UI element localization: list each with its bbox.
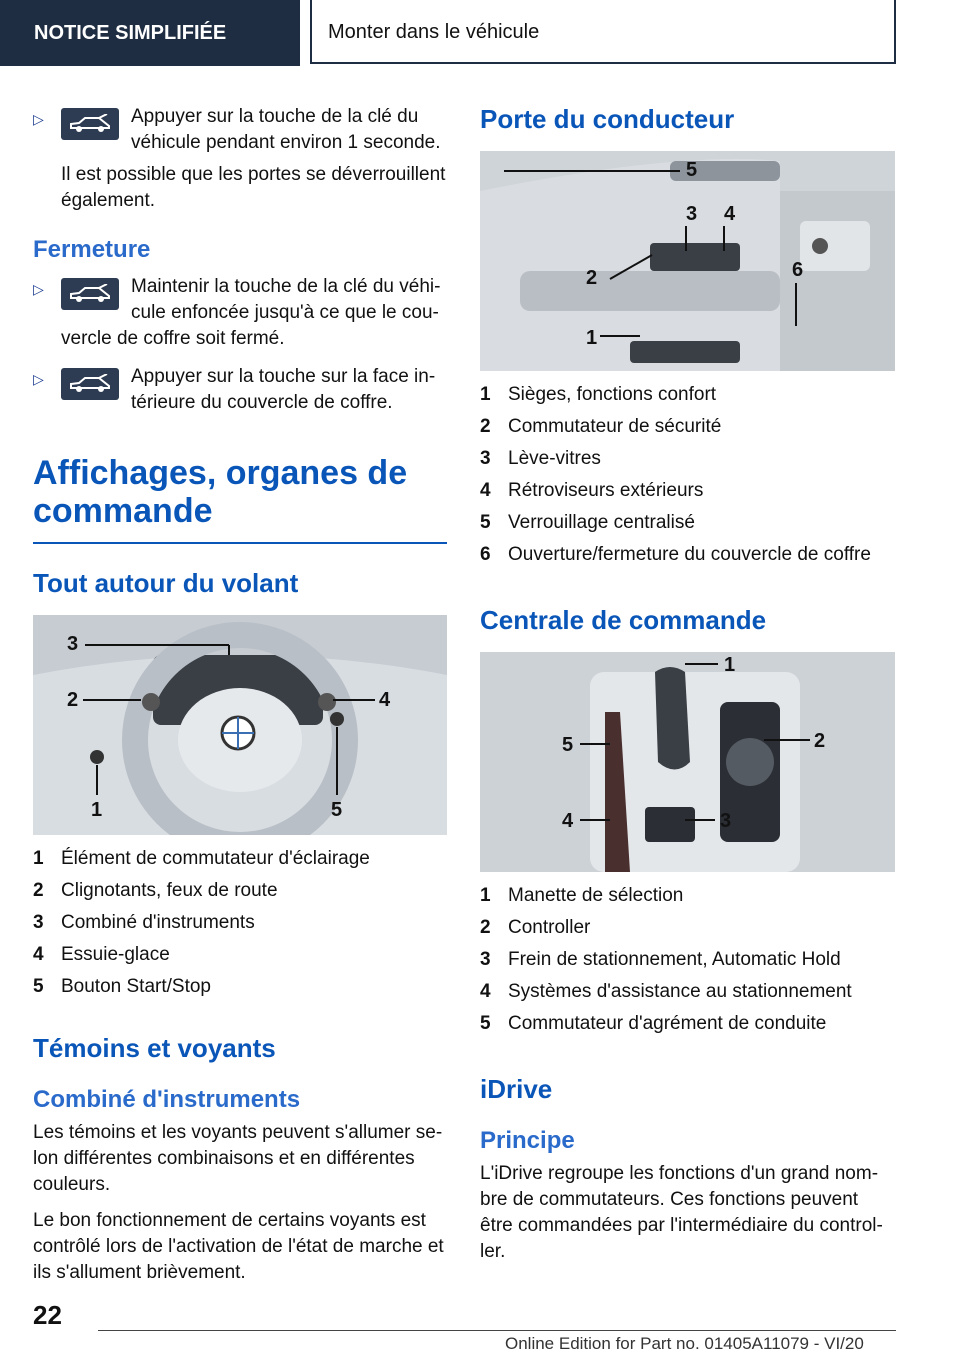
- instruction-step: [33, 104, 447, 156]
- callout-4: 4: [379, 689, 391, 711]
- cluster-heading: Combiné d'instruments: [33, 1086, 301, 1113]
- driver-door-figure: [480, 151, 895, 371]
- steering-wheel-figure: [33, 615, 447, 835]
- right-column: [480, 100, 895, 1265]
- wheel-legend: [33, 843, 447, 1003]
- step-text: Maintenir la touche de la clé du véhicule enfoncée jusqu'à ce que le couvercle de coffre soit fermé.: [61, 276, 441, 349]
- legend-item: 1 Manette de sélection: [480, 885, 684, 906]
- callout-4: 4: [724, 203, 736, 225]
- legend-item: 2 Controller: [480, 917, 591, 938]
- section-heading: Affichages, organes de commande: [33, 454, 408, 530]
- principle-heading: Principe: [480, 1127, 575, 1154]
- indicators-heading: Témoins et voyants: [33, 1033, 276, 1063]
- callout-3: 3: [686, 203, 698, 225]
- callout-1: 1: [724, 654, 736, 676]
- legend-item: 5 Verrouillage centralisé: [480, 512, 695, 533]
- door-legend: [480, 379, 895, 571]
- page-number: 22: [33, 1300, 62, 1330]
- page-header: [0, 0, 960, 66]
- section-tab: NOTICE SIMPLIFIÉE: [0, 0, 300, 66]
- callout-3: 3: [67, 633, 79, 655]
- legend-item: 3 Frein de stationnement, Automatic Hold: [480, 949, 841, 970]
- step-marker-icon: ▷: [33, 281, 44, 297]
- legend-item: 4 Rétroviseurs extérieurs: [480, 480, 704, 501]
- instruction-step: [33, 274, 447, 352]
- footer-divider: [98, 1330, 896, 1331]
- car-trunk-key-icon: [61, 278, 119, 310]
- callout-1: 1: [91, 799, 103, 821]
- callout-1: 1: [586, 327, 598, 349]
- legend-item: 3 Combiné d'instruments: [33, 912, 255, 933]
- step-marker-icon: ▷: [33, 371, 44, 387]
- legend-item: 2 Commutateur de sécurité: [480, 416, 722, 437]
- wheel-heading: Tout autour du volant: [33, 568, 299, 598]
- callout-5: 5: [562, 734, 574, 756]
- callout-2: 2: [814, 730, 826, 752]
- cluster-paragraph: Le bon fonctionnement de certains voyants est contrôlé lors de l'activation de l'état de marche et ils s'allument brièvement.: [33, 1210, 444, 1283]
- section-divider: [33, 542, 447, 544]
- legend-item: 2 Clignotants, feux de route: [33, 880, 278, 901]
- legend-item: 3 Lève-vitres: [480, 448, 601, 469]
- callout-5: 5: [331, 799, 343, 821]
- step-text: Appuyer sur la touche sur la face intérieure du couvercle de coffre.: [131, 366, 436, 413]
- callout-5: 5: [686, 159, 698, 181]
- closing-heading: Fermeture: [33, 236, 151, 263]
- step-note: Il est possible que les portes se déverrouillent également.: [61, 164, 446, 211]
- callout-4: 4: [562, 810, 574, 832]
- door-heading: Porte du conducteur: [480, 104, 735, 134]
- step-text: Appuyer sur la touche de la clé du véhicule pendant environ 1 seconde.: [131, 106, 441, 153]
- callout-6: 6: [792, 259, 804, 281]
- instruction-step: [33, 364, 447, 416]
- idrive-heading: iDrive: [480, 1074, 553, 1104]
- legend-item: 1 Sièges, fonctions confort: [480, 384, 717, 405]
- car-trunk-key-icon: [61, 368, 119, 400]
- callout-2: 2: [67, 689, 79, 711]
- left-column: [33, 100, 447, 1286]
- car-trunk-key-icon: [61, 108, 119, 140]
- step-marker-icon: ▷: [33, 111, 44, 127]
- legend-item: 5 Commutateur d'agrément de conduite: [480, 1013, 827, 1034]
- chapter-title: Monter dans le véhicule: [310, 0, 896, 64]
- principle-paragraph: L'iDrive regroupe les fonctions d'un grand nombre de commutateurs. Ces fonctions peuvent être commandées par l'intermédiaire du controller.: [480, 1163, 883, 1262]
- cluster-paragraph: Les témoins et les voyants peuvent s'allumer selon différentes combinaisons et en différentes couleurs.: [33, 1122, 443, 1195]
- legend-item: 5 Bouton Start/Stop: [33, 976, 211, 997]
- callout-3: 3: [720, 810, 732, 832]
- callout-2: 2: [586, 267, 598, 289]
- edition-note: Online Edition for Part no. 01405A11079 - VI/20: [505, 1334, 864, 1353]
- legend-item: 6 Ouverture/fermeture du couvercle de coffre: [480, 544, 871, 565]
- console-legend: [480, 880, 895, 1040]
- legend-item: 4 Systèmes d'assistance au stationnement: [480, 981, 852, 1002]
- legend-item: 1 Élément de commutateur d'éclairage: [33, 848, 370, 869]
- console-heading: Centrale de commande: [480, 605, 767, 635]
- legend-item: 4 Essuie-glace: [33, 944, 170, 965]
- center-console-figure: [480, 652, 895, 872]
